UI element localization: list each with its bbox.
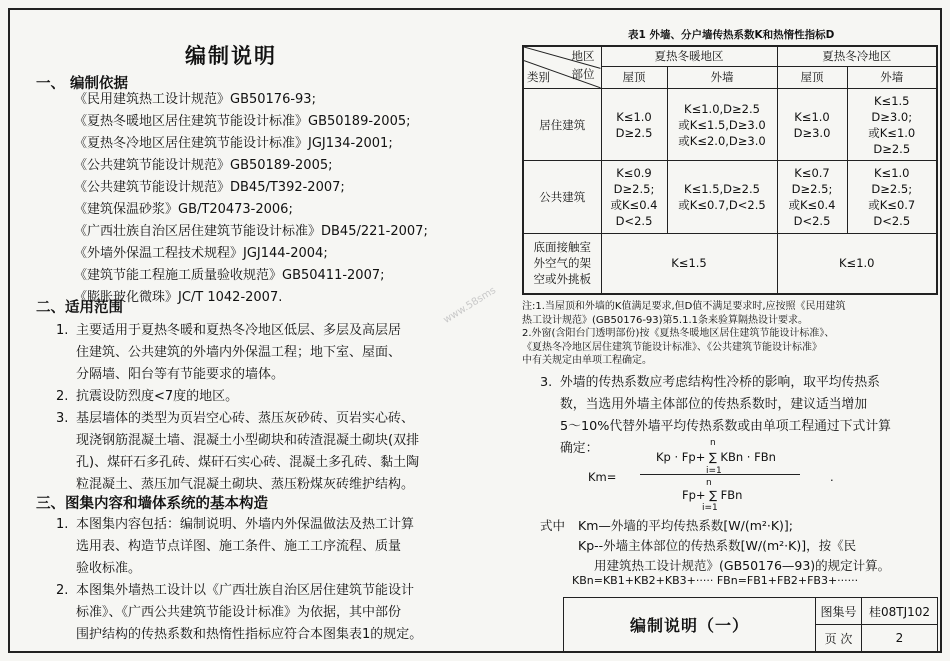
cell-line: K≤0.7 <box>794 166 830 181</box>
standard-line: 《夏热冬暖地区居住建筑节能设计标准》GB50189-2005; <box>74 114 411 129</box>
item-number: 3. <box>540 375 553 390</box>
note-line: 热工设计规范》(GB50176-93)第5.1.1条来验算隔热设计要求。 <box>522 314 809 326</box>
standard-line: 《公共建筑节能设计规范》DB45/T392-2007; <box>74 180 345 195</box>
watermark: www.58sms <box>441 285 499 326</box>
item-number: 1. <box>56 323 69 338</box>
formula-definition: Km—外墙的平均传热系数[W/(m²·K)]; <box>578 518 794 533</box>
cell-line: K≤1.0,D≥2.5 <box>684 101 760 116</box>
cell-line: K≤1.5 <box>874 93 910 108</box>
corner-part-label: 部位 <box>571 67 595 81</box>
cell-line: 底面接触室 <box>533 240 591 255</box>
table-notes <box>522 300 846 368</box>
item-number: 3. <box>56 411 69 426</box>
cell-line: 或K≤1.0 <box>868 125 916 140</box>
cell-line: D≥3.0; <box>871 109 913 124</box>
cell-line: 空或外挑板 <box>533 272 591 287</box>
sum-upper-limit: n <box>706 478 712 488</box>
formula-period: . <box>830 470 834 484</box>
corner-category-label: 类别 <box>527 70 550 84</box>
row-label: 居住建筑 <box>523 88 601 161</box>
cell-line: D≥3.0 <box>793 125 831 140</box>
cell-line: K≤1.0 <box>794 109 830 124</box>
part-header: 外墙 <box>667 66 777 88</box>
standard-line: 《民用建筑热工设计规范》GB50176-93; <box>74 92 316 107</box>
item-line: 选用表、构造节点详图、施工条件、施工工序流程、质量 <box>76 539 402 554</box>
cell-line: D<2.5 <box>615 214 653 229</box>
table-cell <box>847 161 937 234</box>
standard-line: 《膨胀玻化微珠》JC/T 1042-2007. <box>74 290 283 305</box>
standard-line: 《夏热冬冷地区居住建筑节能设计标准》JGJ134-2001; <box>74 136 393 151</box>
table-cell <box>667 88 777 161</box>
note-line: 《夏热冬冷地区居住建筑节能设计标准》、《公共建筑节能设计标准》 <box>522 341 822 353</box>
section-1-heading: 一、 编制依据 <box>36 76 129 92</box>
atlas-number-label: 图集号 <box>816 598 862 625</box>
formula-denominator: Fp+ ∑ FBn <box>682 488 743 502</box>
cell-line: D≥2.5 <box>615 125 653 140</box>
item-number: 1. <box>56 517 69 532</box>
table-cell: K≤1.5 <box>601 233 777 294</box>
note-line: 中有关规定由单项工程确定。 <box>522 355 652 366</box>
standard-line: 《建筑保温砂浆》GB/T20473-2006; <box>74 202 293 217</box>
cell-line: K≤0.9 <box>616 166 652 181</box>
item-line: 验收标准。 <box>76 561 142 576</box>
cell-line: D<2.5 <box>873 214 911 229</box>
item-line: 围护结构的传热系数和热惰性指标应符合本图集表1的规定。 <box>76 627 423 642</box>
cell-line: K≤1.0 <box>874 166 910 181</box>
table-cell <box>601 88 667 161</box>
table-cell <box>847 88 937 161</box>
atlas-number-value: 桂08TJ102 <box>862 598 938 625</box>
standard-line: 《外墙外保温工程技术规程》JGJ144-2004; <box>74 246 328 261</box>
page-number-label: 页 次 <box>816 625 862 652</box>
item-line: 基层墙体的类型为页岩空心砖、蒸压灰砂砖、页岩实心砖、 <box>76 411 415 426</box>
part-header: 屋顶 <box>601 66 667 88</box>
note-line: 注:1.当屋顶和外墙的K值满足要求,但D值不满足要求时,应按照《民用建筑 <box>522 301 846 312</box>
item-line: 5～10%代替外墙平均传热系数或由单项工程通过下式计算 <box>560 419 891 434</box>
section-2-heading: 二、适用范围 <box>36 300 123 316</box>
page-number-value: 2 <box>862 625 938 652</box>
formula-lead: 式中 <box>540 518 566 533</box>
item-number: 2. <box>56 389 69 404</box>
cell-line: 外空气的架 <box>533 256 591 271</box>
table-cell: K≤1.0 <box>777 233 937 294</box>
table-cell <box>601 161 667 234</box>
row-label <box>523 233 601 294</box>
item-line: 本图集外墙热工设计以《广西壮族自治区居住建筑节能设计 <box>76 583 415 598</box>
table-cell <box>777 161 847 234</box>
cell-line: 或K≤0.7,D<2.5 <box>678 198 766 213</box>
cell-line: 或K≤1.5,D≥3.0 <box>678 117 766 132</box>
standard-line: 《建筑节能工程施工质量验收规范》GB50411-2007; <box>74 268 385 283</box>
item-line: 现浇钢筋混凝土墙、混凝土小型砌块和砖渣混凝土砌块(双排 <box>76 433 420 448</box>
cell-line: D≥2.5; <box>791 182 833 197</box>
fraction-bar <box>640 474 800 475</box>
table-corner-cell <box>523 46 601 88</box>
table-cell <box>777 88 847 161</box>
cell-line: 或K≤0.4 <box>788 198 836 213</box>
cell-line: 或K≤2.0,D≥3.0 <box>678 133 766 148</box>
note-line: 2.外窗(含阳台门透明部份)按《夏热冬暖地区居住建筑节能设计标准》、 <box>522 328 835 339</box>
item-number: 2. <box>56 583 69 598</box>
sum-upper-limit: n <box>710 438 716 448</box>
cell-line: D≥2.5; <box>871 182 913 197</box>
region-header: 夏热冬暖地区 <box>601 46 777 66</box>
sheet-name: 编制说明（一） <box>564 598 816 652</box>
row-label: 公共建筑 <box>523 161 601 234</box>
item-line: 粒混凝土、蒸压加气混凝土砌块、蒸压粉煤灰砖维护结构。 <box>76 477 415 492</box>
sum-lower-limit: i=1 <box>706 466 722 476</box>
cell-line: D<2.5 <box>793 214 831 229</box>
standard-line: 《公共建筑节能设计规范》GB50189-2005; <box>74 158 333 173</box>
table-cell <box>667 161 777 234</box>
item-line: 抗震设防烈度<7度的地区。 <box>76 389 239 404</box>
cell-line: D≥2.5; <box>613 182 655 197</box>
part-header: 外墙 <box>847 66 937 88</box>
item-line: 主要适用于夏热冬暖和夏热冬冷地区低层、多层及高层居 <box>76 323 402 338</box>
corner-region-label: 地区 <box>571 49 595 63</box>
item-line: 分隔墙、阳台等有节能要求的墙体。 <box>76 367 285 382</box>
cell-line: 或K≤0.4 <box>610 198 658 213</box>
table-caption: 表1 外墙、分户墙传热系数K和热惰性指标D <box>628 29 835 41</box>
cell-line: D≥2.5 <box>873 141 911 156</box>
section-3-heading: 三、图集内容和墙体系统的基本构造 <box>36 496 268 512</box>
formula-lhs: Km= <box>588 470 617 484</box>
sum-lower-limit: i=1 <box>702 503 718 513</box>
part-header: 屋顶 <box>777 66 847 88</box>
formula-definition: 用建筑热工设计规范》(GB50176—93)的规定计算。 <box>594 558 891 573</box>
item-line: 外墙的传热系数应考虑结构性冷桥的影响，取平均传热系 <box>560 375 880 390</box>
region-header: 夏热冬冷地区 <box>777 46 937 66</box>
formula-numerator: Kp · Fp+ ∑ KBn · FBn <box>656 450 776 464</box>
item-line: 确定： <box>560 441 599 456</box>
item-line: 本图集内容包括：编制说明、外墙内外保温做法及热工计算 <box>76 517 415 532</box>
page-title: 编制说明 <box>185 44 277 68</box>
item-line: 孔)、煤矸石多孔砖、煤矸石实心砖、混凝土多孔砖、黏土陶 <box>76 455 420 470</box>
cell-line: 或K≤0.7 <box>868 198 916 213</box>
standard-line: 《广西壮族自治区居住建筑节能设计标准》DB45/221-2007; <box>74 224 428 239</box>
cell-line: K≤1.5,D≥2.5 <box>684 182 760 197</box>
title-block <box>563 597 938 652</box>
cell-line: K≤1.0 <box>616 109 652 124</box>
formula-expansion: KBn=KB1+KB2+KB3+····· FBn=FB1+FB2+FB3+······ <box>572 574 859 587</box>
item-line: 数，当选用外墙主体部位的传热系数时，建议适当增加 <box>560 397 868 412</box>
item-line: 住建筑、公共建筑的外墙内外保温工程；地下室、屋面、 <box>76 345 402 360</box>
thermal-table <box>522 45 938 295</box>
formula-definition: Kp--外墙主体部位的传热系数[W/(m²·K)]，按《民 <box>578 538 857 553</box>
item-line: 标准》、《广西公共建筑节能设计标准》为依据，其中部份 <box>76 605 402 620</box>
